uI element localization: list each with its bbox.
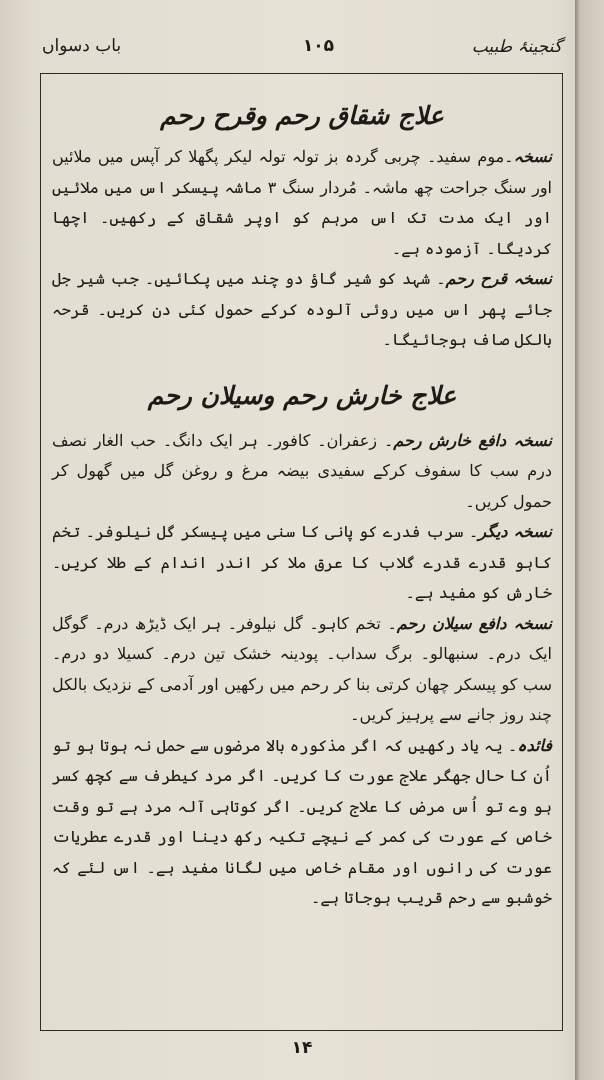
book-title: گنجینۂ طبیب	[471, 37, 562, 57]
remedy-heading: نسخہ دیگر	[478, 522, 552, 541]
remedy-paragraph	[52, 264, 552, 356]
chapter-label: باب دسواں	[42, 36, 122, 56]
page-body	[52, 88, 552, 914]
remedy-text: ۔موم سفید۔ چربی گردہ بز تولہ تولہ لیکر پگھلا کر آپس میں ملائیں اور سنگ جراحت چھ ماشہ۔ مُردار سنگ ۳ ماشہ پیسکر اس میں ملائیں اور ایک مدت تک اس مرہم کو اوپر شقاق کے رکھیں۔ اچھا کردیگا۔ آزمودہ ہے۔	[52, 147, 552, 258]
page-number: ۱۰۵	[302, 36, 334, 56]
remedy-text: ۔ تخم کاہو۔ گل نیلوفر۔ ہر ایک ڈیڑھ درم۔ گوگل ایک درم۔ سنبھالو۔ برگ سداب۔ پودینہ خشک تین درم۔ کسیلا دو درم۔ سب کو پیسکر چھان کرتی بنا کر رحم میں رکھیں اور آدمی کے نزدیک بالکل چند روز جانے سے پرہیز کریں۔	[52, 613, 552, 724]
remedy-paragraph	[52, 142, 552, 264]
remedy-paragraph	[52, 609, 552, 731]
remedy-text: ۔ یہ یاد رکھیں کہ اگر مذکورہ بالا مرضوں سے حمل نہ ہوتا ہو تو اُن کا حال جھگر علاج عورت کا کریں۔ اگر مرد کیطرف سے کچھ کسر ہو وے تو اُس مرض کا علاج کریں۔ اگر کوتاہی آلہ مرد ہے تو وقت خاص کے عورت کی کمر کے نیچے تکیہ رکھ دینا اور قدرے عطریات عورت کی رانوں اور مقام خاص میں لگانا مفید ہے۔ اس لئے کہ خوشبو سے رحم قریب ہوجاتا ہے۔	[52, 735, 552, 907]
running-header	[42, 36, 562, 62]
section-title: علاج خارش رحم وسیلان رحم	[147, 380, 457, 410]
remedy-heading: نسخہ	[513, 147, 552, 166]
section-title: علاج شقاق رحم وقرح رحم	[160, 101, 444, 130]
remedy-text: ۔ زعفران۔ کافور۔ ہر ایک دانگ۔ حب الغار نصف درم سب کا سفوف کرکے سفیدی بیضہ مرغ و روغن گل میں گھول کر حمول کریں۔	[52, 430, 552, 511]
remedy-paragraph	[52, 517, 552, 609]
remedy-paragraph	[52, 426, 552, 518]
adjacent-page-edge	[575, 0, 604, 1080]
remedy-text: ۔ سرب فدرے کو پانی کا سنی میں پیسکر گل نیلوفر۔ تخم کاہو قدرے قدرے گلاب کا عرق ملا کر اندر اندام کے طلا کریں۔ خارش کو مفید ہے۔	[52, 522, 552, 602]
remedy-paragraph	[52, 731, 552, 914]
remedy-heading: نسخہ قرح رحم	[445, 269, 553, 288]
remedy-heading: فائدہ	[517, 735, 552, 755]
remedy-heading: نسخہ دافع خارش رحم	[393, 430, 553, 450]
signature-mark: ۱۴	[291, 1038, 313, 1058]
remedy-heading: نسخہ دافع سیلان رحم	[396, 613, 552, 633]
remedy-text: ۔ شہد کو شیر گاؤ دو چند میں پکائیں۔ جب شیر جل جائے پھر اس میں روئی آلودہ کرکے حمول کئی دن کریں۔ قرحہ بالکل صاف ہوجائیگا۔	[52, 269, 552, 349]
